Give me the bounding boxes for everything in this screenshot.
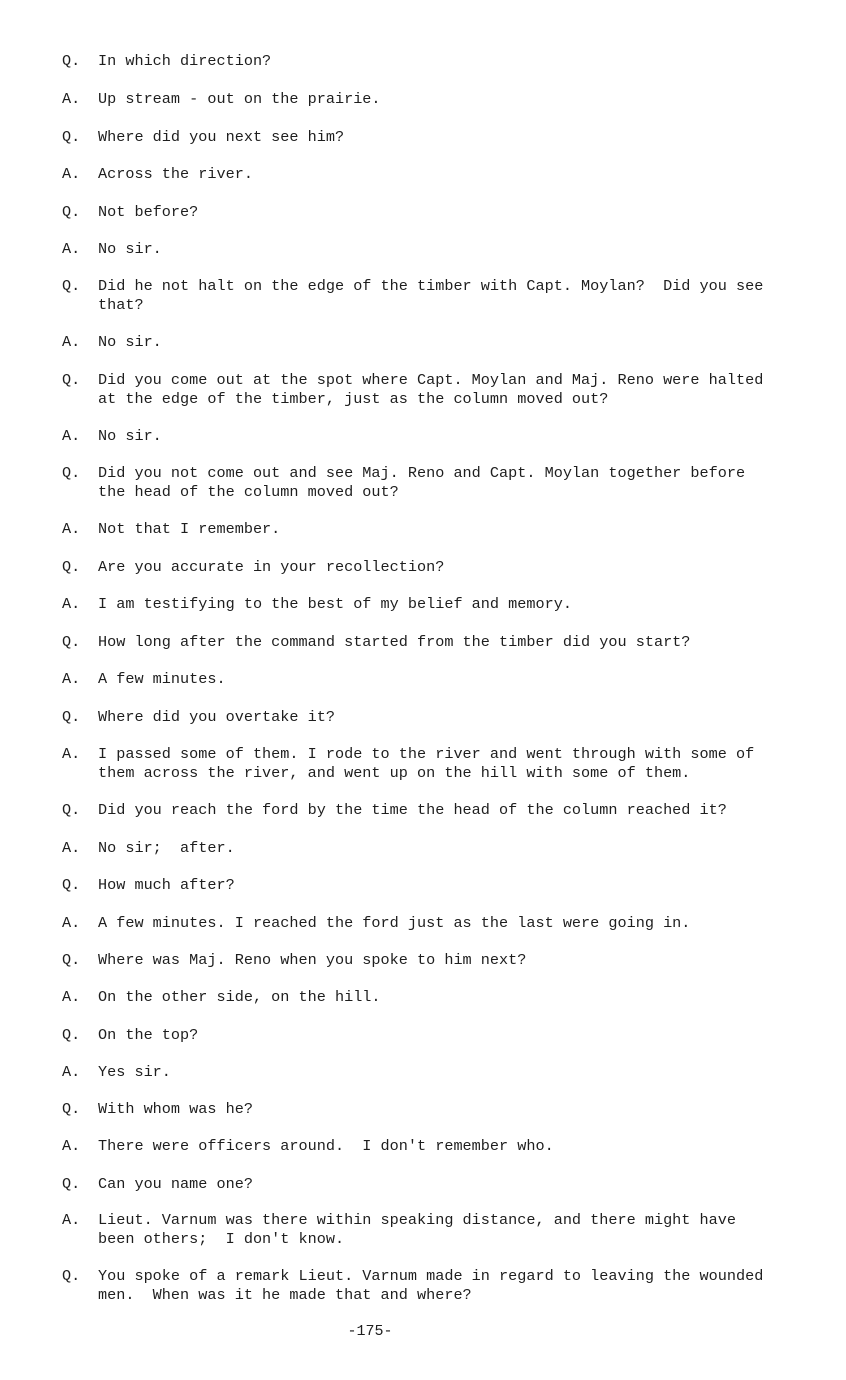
question-label: Q. xyxy=(62,1026,81,1044)
question-label: Q. xyxy=(62,203,81,221)
answer-label: A. xyxy=(62,745,81,763)
answer-text: Across the river. xyxy=(98,165,253,183)
question-text: Can you name one? xyxy=(98,1175,253,1193)
answer-text: A few minutes. I reached the ford just as the last were going in. xyxy=(98,914,691,932)
question xyxy=(62,558,778,577)
answer-label: A. xyxy=(62,595,81,613)
question xyxy=(62,801,778,820)
answer xyxy=(62,670,778,689)
question xyxy=(62,951,778,970)
question-label: Q. xyxy=(62,1267,81,1285)
question-label: Q. xyxy=(62,1175,81,1193)
answer-text: Lieut. Varnum was there within speaking distance, and there might have been others; I don't know. xyxy=(98,1211,736,1248)
question-label: Q. xyxy=(62,52,81,70)
answer xyxy=(62,745,778,783)
question-label: Q. xyxy=(62,464,81,482)
answer-label: A. xyxy=(62,240,81,258)
answer xyxy=(62,595,778,614)
answer-text: Yes sir. xyxy=(98,1063,171,1081)
answer xyxy=(62,333,778,352)
question-text: Where did you overtake it? xyxy=(98,708,335,726)
question-label: Q. xyxy=(62,558,81,576)
answer-text: On the other side, on the hill. xyxy=(98,988,381,1006)
question-text: Where was Maj. Reno when you spoke to him next? xyxy=(98,951,527,969)
question-label: Q. xyxy=(62,277,81,295)
question-label: Q. xyxy=(62,951,81,969)
question-label: Q. xyxy=(62,371,81,389)
answer xyxy=(62,427,778,446)
question-text: In which direction? xyxy=(98,52,272,70)
answer-text: A few minutes. xyxy=(98,670,226,688)
question-text: Did you come out at the spot where Capt. Moylan and Maj. Reno were halted at the edge of the timber, just as the column moved out? xyxy=(98,371,764,408)
answer-label: A. xyxy=(62,914,81,932)
answer xyxy=(62,1137,778,1156)
question-text: On the top? xyxy=(98,1026,199,1044)
question xyxy=(62,1175,778,1194)
question xyxy=(62,128,778,147)
question xyxy=(62,464,778,502)
answer-label: A. xyxy=(62,427,81,445)
question xyxy=(62,633,778,652)
question-text: Not before? xyxy=(98,203,199,221)
answer-text: Up stream - out on the prairie. xyxy=(98,90,381,108)
answer-text: No sir. xyxy=(98,427,162,445)
question-label: Q. xyxy=(62,633,81,651)
question-text: How much after? xyxy=(98,876,235,894)
answer xyxy=(62,165,778,184)
answer xyxy=(62,839,778,858)
question-text: With whom was he? xyxy=(98,1100,253,1118)
question-label: Q. xyxy=(62,128,81,146)
answer-label: A. xyxy=(62,839,81,857)
question xyxy=(62,277,778,315)
answer-text: I passed some of them. I rode to the river and went through with some of them across the river, and went up on the hill with some of them. xyxy=(98,745,755,782)
page-number: -175- xyxy=(347,1323,393,1340)
answer xyxy=(62,1063,778,1082)
question-text: Are you accurate in your recollection? xyxy=(98,558,445,576)
question xyxy=(62,876,778,895)
answer-label: A. xyxy=(62,988,81,1006)
answer-label: A. xyxy=(62,670,81,688)
question-label: Q. xyxy=(62,1100,81,1118)
answer-label: A. xyxy=(62,1211,81,1229)
question-text: Did he not halt on the edge of the timber with Capt. Moylan? Did you see that? xyxy=(98,277,764,314)
answer xyxy=(62,914,778,933)
answer-label: A. xyxy=(62,1137,81,1155)
question-text: How long after the command started from the timber did you start? xyxy=(98,633,691,651)
answer-label: A. xyxy=(62,165,81,183)
answer-text: No sir. xyxy=(98,240,162,258)
answer xyxy=(62,988,778,1007)
question-label: Q. xyxy=(62,876,81,894)
question-label: Q. xyxy=(62,708,81,726)
question-text: You spoke of a remark Lieut. Varnum made in regard to leaving the wounded men. When was it he made that and where? xyxy=(98,1267,764,1304)
question-text: Did you not come out and see Maj. Reno and Capt. Moylan together before the head of the column moved out? xyxy=(98,464,746,501)
answer-label: A. xyxy=(62,333,81,351)
answer-text: No sir; after. xyxy=(98,839,235,857)
question-text: Did you reach the ford by the time the head of the column reached it? xyxy=(98,801,727,819)
question xyxy=(62,371,778,409)
question-label: Q. xyxy=(62,801,81,819)
answer-text: I am testifying to the best of my belief and memory. xyxy=(98,595,572,613)
question xyxy=(62,1100,778,1119)
answer-text: There were officers around. I don't remember who. xyxy=(98,1137,554,1155)
question-text: Where did you next see him? xyxy=(98,128,345,146)
answer-label: A. xyxy=(62,520,81,538)
answer-label: A. xyxy=(62,1063,81,1081)
answer-text: No sir. xyxy=(98,333,162,351)
question xyxy=(62,708,778,727)
answer-label: A. xyxy=(62,90,81,108)
answer xyxy=(62,90,778,109)
answer xyxy=(62,1211,778,1249)
answer-text: Not that I remember. xyxy=(98,520,281,538)
question xyxy=(62,52,778,71)
question xyxy=(62,1026,778,1045)
answer xyxy=(62,520,778,539)
answer xyxy=(62,240,778,259)
question xyxy=(62,203,778,222)
question xyxy=(62,1267,778,1305)
